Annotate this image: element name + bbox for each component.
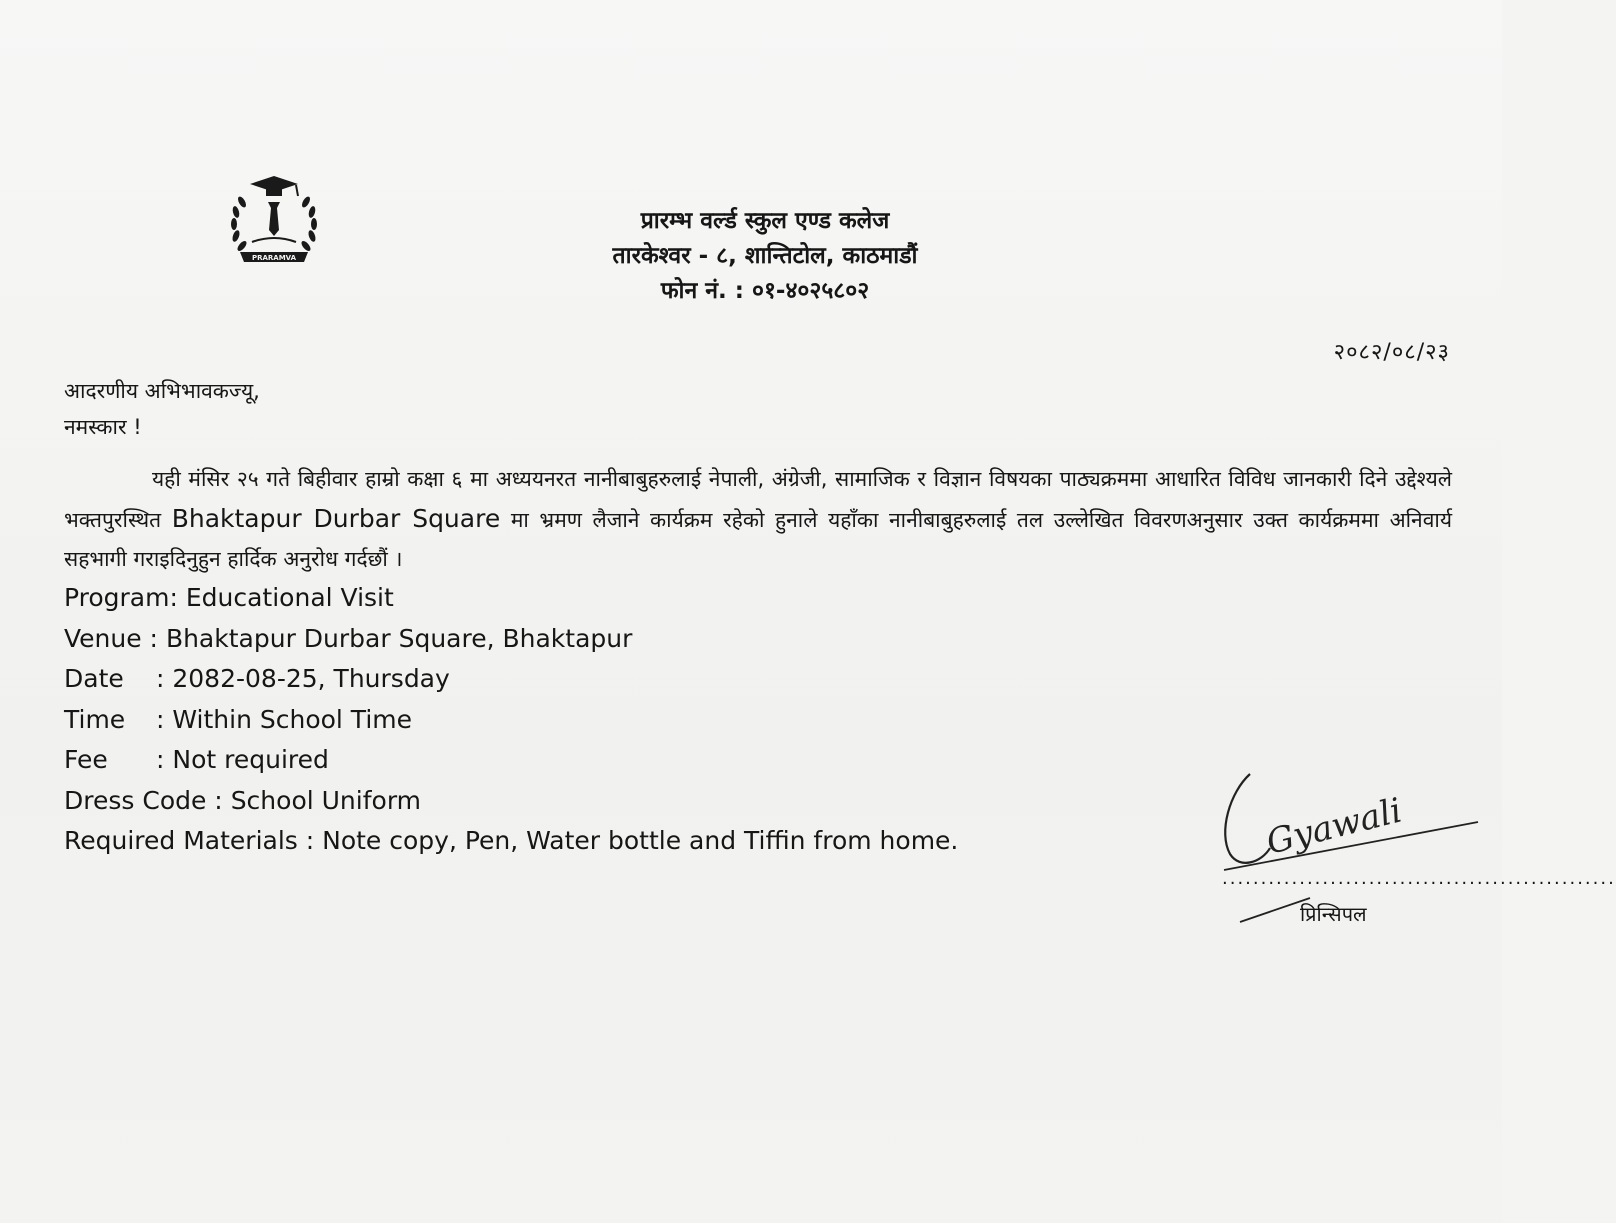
detail-label: Dress Code : bbox=[64, 785, 223, 815]
detail-fee bbox=[64, 740, 958, 781]
body-part-1: यही मंसिर २५ गते बिहीवार हाम्रो कक्षा ६ मा अध्ययनरत नानीबाबुहरुलाई नेपाली, अंग्रेजी, सामाजिक र विज्ञान विषयका पाठ्यक्रममा आधारित विविध जानकारी दिने उद्देश्यले भक्तपुरस्थित bbox=[64, 467, 1452, 532]
school-name: प्रारम्भ वर्ल्ड स्कुल एण्ड कलेज bbox=[640, 208, 890, 234]
detail-time bbox=[64, 700, 958, 741]
school-logo bbox=[222, 172, 326, 268]
detail-program bbox=[64, 578, 958, 619]
salutation-namaskar: नमस्कार ! bbox=[64, 415, 142, 439]
salutation bbox=[64, 373, 260, 445]
detail-value: School Uniform bbox=[230, 785, 422, 815]
logo-ribbon-text: PRARAMVA bbox=[251, 254, 297, 262]
signature-line: ................................................... bbox=[1222, 868, 1616, 889]
letter-date: २०८२/०८/२३ bbox=[1333, 340, 1450, 365]
salutation-to: आदरणीय अभिभावकज्यू, bbox=[64, 379, 260, 403]
school-phone: फोन नं. : ०१-४०२५८०२ bbox=[660, 278, 870, 304]
detail-dress-code bbox=[64, 781, 958, 822]
body-paragraph bbox=[64, 460, 1452, 579]
visit-details bbox=[64, 578, 958, 862]
detail-label: Fee bbox=[64, 745, 108, 774]
detail-value: : Within School Time bbox=[156, 704, 412, 734]
detail-label: Time bbox=[64, 704, 126, 734]
detail-label: Program: bbox=[64, 583, 178, 612]
body-place: Bhaktapur Durbar Square bbox=[171, 504, 501, 533]
school-address: तारकेश्वर - ८, शान्तिटोल, काठमाडौं bbox=[612, 243, 918, 269]
detail-label: Required Materials : bbox=[64, 826, 315, 855]
detail-value: : 2082-08-25, Thursday bbox=[156, 664, 450, 693]
detail-date bbox=[64, 659, 958, 700]
detail-label: Date bbox=[64, 664, 124, 693]
signature-title: प्रिन्सिपल bbox=[1300, 902, 1367, 926]
detail-required-materials bbox=[64, 821, 958, 862]
body-part-2: मा भ्रमण लैजाने कार्यक्रम रहेको हुनाले यहाँका नानीबाबुहरुलाई तल उल्लेखित विवरणअनुसार उक्त कार्यक्रममा अनिवार्य सहभागी गराइदिनुहुन हार्दिक अनुरोध गर्दछौं । bbox=[64, 508, 1452, 571]
detail-value: : Not required bbox=[156, 745, 329, 774]
detail-venue bbox=[64, 619, 958, 660]
signature-handwriting: Gyawali bbox=[1262, 790, 1406, 863]
detail-value: Educational Visit bbox=[185, 583, 394, 612]
detail-label: Venue : bbox=[64, 623, 158, 653]
detail-value: Bhaktapur Durbar Square, Bhaktapur bbox=[165, 623, 633, 653]
detail-value: Note copy, Pen, Water bottle and Tiffin from home. bbox=[322, 826, 959, 855]
letterhead bbox=[560, 204, 970, 309]
